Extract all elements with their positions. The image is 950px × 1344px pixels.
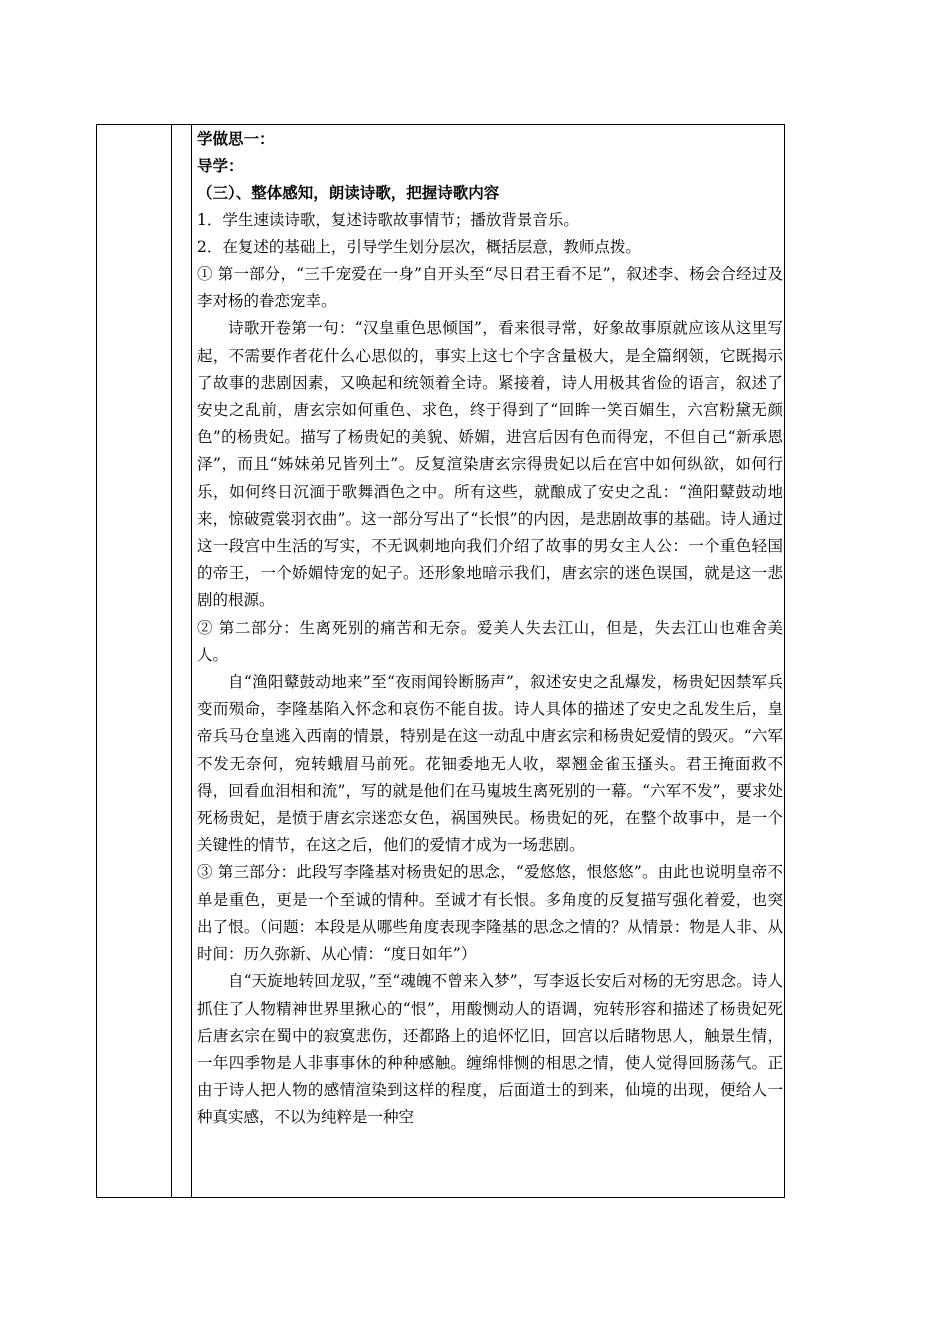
step-2-paragraph: 2．在复述的基础上，引导学生划分层次，概括层意，教师点拨。 — [197, 237, 641, 256]
table-column-left — [97, 125, 172, 1197]
part-1-summary: ① 第一部分，“三千宠爱在一身”自开头至“尽日君王看不足”，叙述李、杨会合经过及李对杨的眷恋宠幸。 — [197, 265, 783, 311]
lesson-table — [96, 124, 785, 1198]
section-heading-xuezuosi: 学做思一： — [197, 129, 275, 148]
table-column-middle — [172, 125, 192, 1197]
part-1-analysis: 诗歌开卷第一句：“汉皇重色思倾国”，看来很寻常，好象故事原就应该从这里写起，不需要作者花什么心思似的，事实上这七个字含量极大，是全篇纲领，它既揭示了故事的悲剧因素，又唤起和统领着全诗。紧接着，诗人用极其省俭的语言，叙述了安史之乱前，唐玄宗如何重色、求色，终于得到了“回眸一笑百媚生，六宫粉黛无颜色”的杨贵妃。描写了杨贵妃的美貌、娇媚，进宫后因有色而得宠，不但自己“新承恩泽”，而且“姊妹弟兄皆列土”。反复渲染唐玄宗得贵妃以后在宫中如何纵欲，如何行乐，如何终日沉湎于歌舞酒色之中。所有这些，就酿成了安史之乱：“渔阳鼙鼓动地来，惊破霓裳羽衣曲”。这一部分写出了“长恨”的内因，是悲剧故事的基础。诗人通过这一段宫中生活的写实，不无讽刺地向我们介绍了故事的男女主人公：一个重色轻国的帝王，一个娇媚恃宠的妃子。还形象地暗示我们，唐玄宗的迷色误国，就是这一悲剧的根源。 — [197, 319, 783, 610]
part-2-analysis: 自“渔阳鼙鼓动地来”至“夜雨闻铃断肠声”，叙述安史之乱爆发，杨贵妃因禁军兵变而殒命，李隆基陷入怀念和哀伤不能自拔。诗人具体的描述了安史之乱发生后，皇帝兵马仓皇逃入西南的情景，特别是在这一动乱中唐玄宗和杨贵妃爱情的毁灭。“六军不发无奈何，宛转蛾眉马前死。花钿委地无人收，翠翘金雀玉搔头。君王掩面救不得，回看血泪相和流”，写的就是他们在马嵬坡生离死别的一幕。“六军不发”，要求处死杨贵妃，是愤于唐玄宗迷恋女色，祸国殃民。杨贵妃的死，在整个故事中，是一个关键性的情节，在这之后，他们的爱情才成为一场悲剧。 — [197, 673, 783, 855]
part-2-summary: ② 第二部分：生离死别的痛苦和无奈。爱美人失去江山，但是，失去江山也难舍美人。 — [197, 618, 783, 664]
part-3-summary: ③ 第三部分：此段写李隆基对杨贵妃的思念，“爱悠悠，恨悠悠”。由此也说明皇帝不单是重色，更是一个至诚的情种。至诚才有长恨。多角度的反复描写强化着爱，也突出了恨。（问题：本段是从哪些角度表现李隆基的思念之情的？从情景：物是人非、从时间：历久弥新、从心情：“度日如年”） — [197, 863, 783, 964]
section-heading-overall: （三）、整体感知，朗读诗歌，把握诗歌内容 — [197, 183, 500, 203]
section-heading-daoxue: 导学： — [197, 156, 244, 176]
lesson-content-cell — [197, 125, 783, 1197]
step-1-paragraph: 1．学生速读诗歌，复述诗歌故事情节；播放背景音乐。 — [197, 210, 579, 229]
part-3-analysis: 自“天旋地转回龙驭，”至“魂魄不曾来入梦”，写李返长安后对杨的无穷思念。诗人抓住了人物精神世界里揪心的“恨”，用酸恻动人的语调，宛转形容和描述了杨贵妃死后唐玄宗在蜀中的寂寞悲伤，还都路上的追怀忆旧，回宫以后睹物思人，触景生情，一年四季物是人非事事休的种种感触。缠绵悱恻的相思之情，使人觉得回肠荡气。正由于诗人把人物的感情渲染到这样的程度，后面道士的到来，仙境的出现，便给人一种真实感，不以为纯粹是一种空 — [197, 972, 783, 1127]
